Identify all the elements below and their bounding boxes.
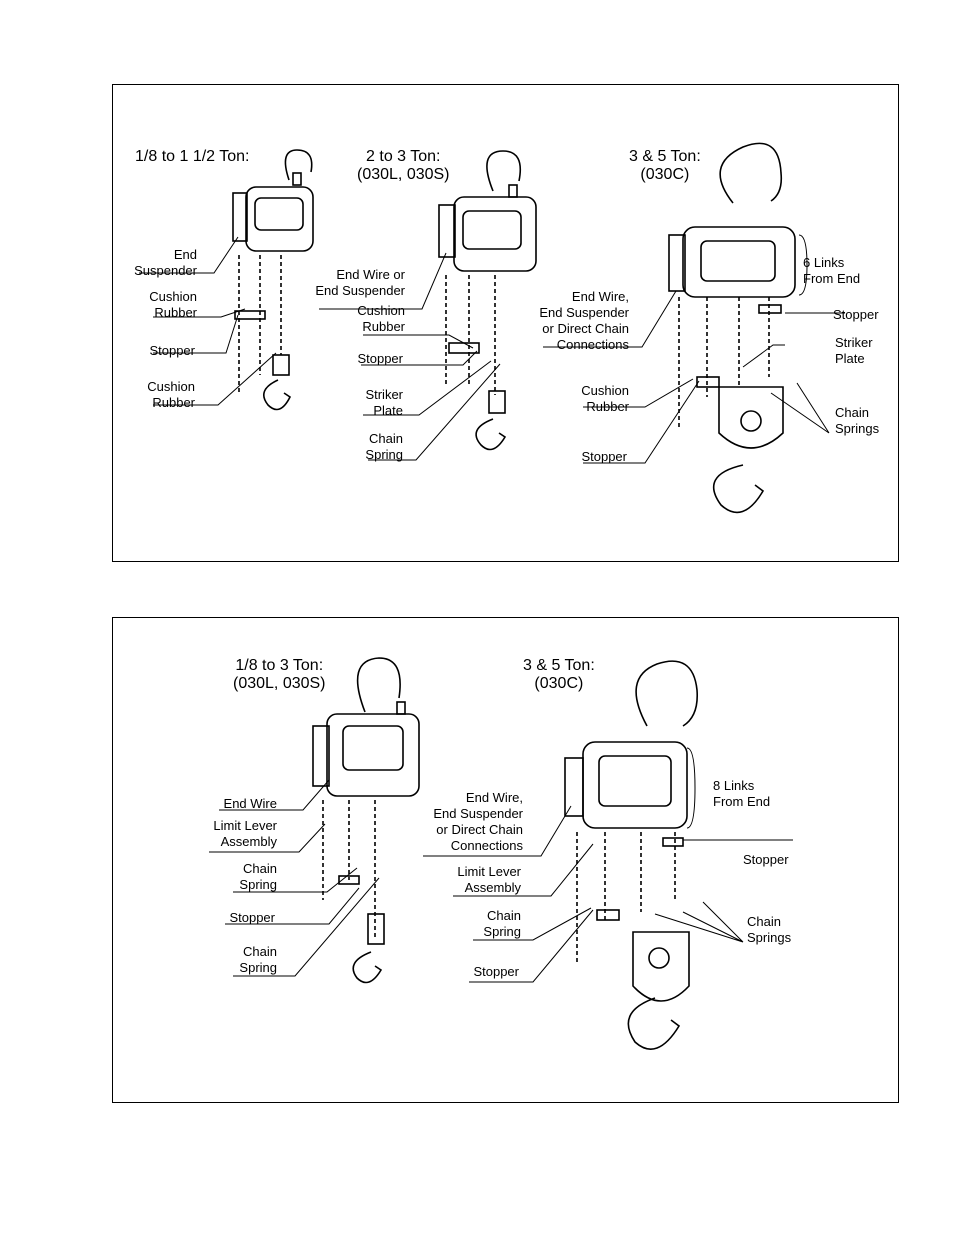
label-stopper-left: Stopper (473, 964, 519, 979)
label-stopper-right: Stopper (743, 852, 789, 867)
label-end-suspender: End Suspender (134, 247, 197, 278)
panel-end-wire-limit-lever (112, 617, 899, 1103)
hoist-small-1 (233, 150, 313, 410)
label-chain-spring-b: Chain Spring (239, 944, 277, 975)
hoist1-title: 1/8 to 3 Ton: (030L, 030S) (233, 657, 326, 692)
label-chain-spring: Chain Spring (365, 431, 403, 462)
label-chain-springs: Chain Springs (747, 914, 792, 945)
label-striker-plate: Striker Plate (835, 335, 873, 366)
label-limit-lever: Limit Lever Assembly (457, 864, 521, 895)
label-cushion-rubber-b: Cushion Rubber (147, 379, 195, 410)
label-chain-spring: Chain Spring (483, 908, 521, 939)
label-striker-plate: Striker Plate (365, 387, 403, 418)
label-stopper: Stopper (229, 910, 275, 925)
label-end-wire: End Wire (223, 796, 277, 811)
label-end-wire-connections: End Wire, End Suspender or Direct Chain Connections (539, 289, 629, 352)
hoist1-title: 1/8 to 1 1/2 Ton: (135, 148, 250, 165)
hoist-medium-2 (313, 658, 419, 983)
label-end-wire-connections: End Wire, End Suspender or Direct Chain Connections (433, 790, 523, 853)
label-stopper-right: Stopper (833, 307, 879, 322)
label-end-wire: End Wire or End Suspender (315, 267, 405, 298)
label-cushion-rubber: Cushion Rubber (581, 383, 629, 414)
hoist2-title: 3 & 5 Ton: (030C) (523, 657, 595, 692)
label-links-from-end: 8 Links From End (713, 778, 771, 809)
hoist3-title: 3 & 5 Ton: (030C) (629, 148, 701, 183)
label-chain-spring-a: Chain Spring (239, 861, 277, 892)
hoist-medium-1 (439, 151, 536, 450)
label-limit-lever: Limit Lever Assembly (213, 818, 277, 849)
label-cushion-rubber-a: Cushion Rubber (149, 289, 197, 320)
label-stopper: Stopper (149, 343, 195, 358)
label-cushion-rubber: Cushion Rubber (357, 303, 405, 334)
panel-end-suspender-stoppers (112, 84, 899, 562)
hoist2-title: 2 to 3 Ton: (030L, 030S) (357, 148, 450, 183)
label-chain-springs: Chain Springs (835, 405, 880, 436)
label-stopper: Stopper (357, 351, 403, 366)
hoist-large-2 (565, 661, 697, 1049)
hoist-large-1 (669, 143, 795, 512)
label-links-from-end: 6 Links From End (803, 255, 861, 286)
label-stopper-left: Stopper (581, 449, 627, 464)
